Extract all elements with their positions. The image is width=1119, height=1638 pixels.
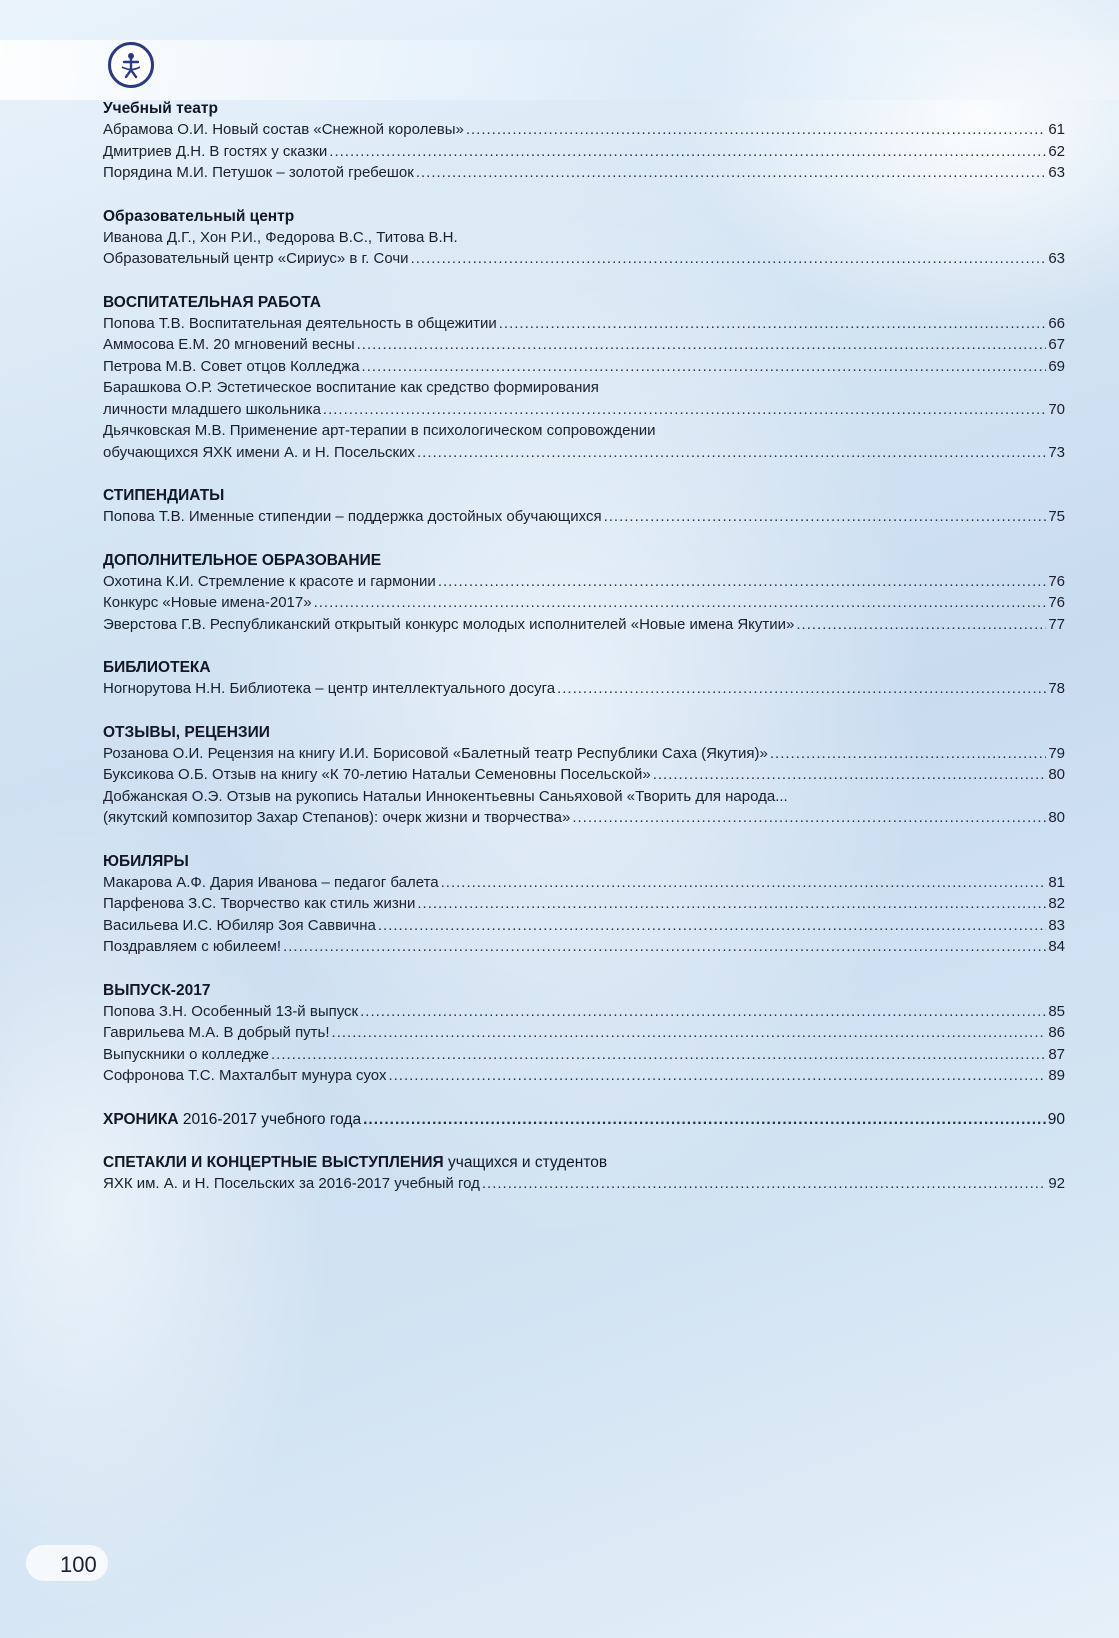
- entry-line: [103, 141, 1065, 163]
- section-heading-title: БИБЛИОТЕКА: [103, 659, 211, 676]
- section-heading: [103, 1109, 1065, 1130]
- toc-section: [103, 657, 1065, 700]
- section-heading: [103, 98, 1065, 119]
- page-ref: 92: [1048, 1174, 1065, 1192]
- page-ref: 75: [1048, 508, 1065, 525]
- entry-title: Порядина М.И. Петушок – золотой гребешок: [103, 164, 414, 181]
- section-heading-title: Учебный театр: [103, 100, 218, 117]
- entry-title: Абрамова О.И. Новый состав «Снежной королевы»: [103, 121, 464, 138]
- toc-entry: [103, 377, 1065, 420]
- toc-section: [103, 98, 1065, 184]
- section-heading-title: ОТЗЫВЫ, РЕЦЕНЗИИ: [103, 723, 270, 741]
- entry-line: [103, 248, 1065, 270]
- section-heading-tail: учащихся и студентов: [443, 1153, 608, 1171]
- page-ref: 63: [1048, 250, 1065, 267]
- toc-entry: [103, 872, 1065, 894]
- entry-text-line: Барашкова О.Р. Эстетическое воспитание как средство формирования: [103, 379, 599, 396]
- leader-dots: [417, 893, 1046, 915]
- page-ref: 78: [1048, 680, 1065, 697]
- entry-title: Попова Т.В. Воспитательная деятельность в общежитии: [103, 314, 497, 332]
- toc-section: [103, 1109, 1065, 1130]
- header-band: [0, 40, 1119, 100]
- toc-entry: [103, 119, 1065, 141]
- section-heading: [103, 657, 1065, 678]
- entry-title: Дмитриев Д.Н. В гостях у сказки: [103, 142, 328, 160]
- entry-title: Аммосова Е.М. 20 мгновений весны: [103, 336, 355, 353]
- leader-dots: [283, 936, 1046, 958]
- entry-title: обучающихся ЯХК имени А. и Н. Посельских: [103, 443, 415, 461]
- entry-line: [103, 893, 1065, 915]
- entry-text-line: Иванова Д.Г., Хон Р.И., Федорова В.С., Титова В.Н.: [103, 228, 458, 246]
- toc-entry: [103, 1065, 1065, 1087]
- toc-section: [103, 980, 1065, 1087]
- page-ref: 76: [1048, 572, 1065, 590]
- page-ref: 80: [1048, 809, 1065, 826]
- entry-title: Макарова А.Ф. Дария Иванова – педагог балета: [103, 873, 439, 891]
- toc-entry: [103, 227, 1065, 270]
- toc-entry: [103, 506, 1065, 528]
- entry-line: [103, 1173, 1065, 1195]
- entry-line: [103, 1022, 1065, 1044]
- section-heading-title: ДОПОЛНИТЕЛЬНОЕ ОБРАЗОВАНИЕ: [103, 551, 382, 569]
- entry-title: Образовательный центр «Сириус» в г. Сочи: [103, 250, 409, 267]
- toc-section: [103, 550, 1065, 636]
- entry-line: [103, 1065, 1065, 1087]
- toc-entry: [103, 743, 1065, 765]
- page-ref: 73: [1048, 443, 1065, 461]
- entry-title: Парфенова З.С. Творчество как стиль жизни: [103, 895, 416, 912]
- page-ref: 61: [1048, 121, 1065, 138]
- entry-line: [103, 614, 1065, 636]
- entry-line: [103, 678, 1065, 700]
- leader-dots: [796, 614, 1046, 636]
- section-heading-text: [103, 1109, 361, 1130]
- section-heading: [103, 550, 1065, 571]
- leader-dots: [770, 743, 1046, 765]
- entry-line: [103, 313, 1065, 335]
- entry-title: Выпускники о колледже: [103, 1045, 269, 1063]
- entry-title: Попова Т.В. Именные стипендии – поддержка достойных обучающихся: [103, 508, 602, 525]
- entry-line: [103, 334, 1065, 356]
- page-ref: 80: [1048, 766, 1065, 783]
- toc-entry: [103, 1173, 1065, 1195]
- section-heading-title: ЮБИЛЯРЫ: [103, 852, 189, 870]
- section-heading: [103, 722, 1065, 743]
- toc-entry: [103, 1001, 1065, 1023]
- entry-title: Конкурс «Новые имена-2017»: [103, 594, 312, 611]
- toc-section: [103, 1152, 1065, 1195]
- page-ref: 83: [1048, 916, 1065, 934]
- leader-dots: [653, 764, 1047, 786]
- entry-line: [103, 356, 1065, 378]
- entry-line: [103, 399, 1065, 421]
- page-ref: 69: [1048, 357, 1065, 375]
- section-heading-tail: 2016-2017 учебного года: [178, 1110, 362, 1128]
- toc-entry: [103, 893, 1065, 915]
- page-ref: 82: [1048, 895, 1065, 912]
- section-heading-title: ВОСПИТАТЕЛЬНАЯ РАБОТА: [103, 293, 321, 311]
- entry-line: [103, 442, 1065, 464]
- entry-line: [103, 119, 1065, 141]
- page-ref: 70: [1048, 400, 1065, 418]
- leader-dots: [360, 1001, 1046, 1023]
- entry-title: Буксикова О.Б. Отзыв на книгу «К 70-летию Натальи Семеновны Посельской»: [103, 766, 651, 783]
- toc-entry: [103, 162, 1065, 184]
- page-ref: 85: [1048, 1002, 1065, 1020]
- leader-dots: [271, 1044, 1046, 1066]
- page-ref: 63: [1048, 164, 1065, 181]
- leader-dots: [363, 1109, 1046, 1130]
- page-ref: 76: [1048, 594, 1065, 611]
- page-ref: 67: [1048, 336, 1065, 353]
- entry-line: [103, 592, 1065, 614]
- entry-title: Поздравляем с юбилеем!: [103, 938, 282, 955]
- entry-line: [103, 1044, 1065, 1066]
- leader-dots: [329, 141, 1046, 163]
- page-ref: 81: [1048, 873, 1065, 891]
- entry-title: Эверстова Г.В. Республиканский открытый конкурс молодых исполнителей «Новые имена Якутии»: [103, 615, 795, 633]
- page-number: 100: [60, 1552, 97, 1577]
- page-ref: 87: [1048, 1045, 1065, 1063]
- entry-title: ЯХК им. А. и Н. Посельских за 2016-2017 учебный год: [103, 1174, 480, 1192]
- entry-title: (якутский композитор Захар Степанов): очерк жизни и творчества»: [103, 809, 571, 826]
- entry-line: [103, 162, 1065, 184]
- section-heading-title: Образовательный центр: [103, 207, 295, 225]
- page-ref: 84: [1048, 938, 1065, 955]
- page-ref: 62: [1048, 142, 1065, 160]
- toc-entry: [103, 334, 1065, 356]
- toc-section: [103, 206, 1065, 270]
- entry-line: [103, 571, 1065, 593]
- toc-entry: [103, 678, 1065, 700]
- entry-title: Гаврильева М.А. В добрый путь!: [103, 1024, 330, 1041]
- entry-title: Розанова О.И. Рецензия на книгу И.И. Борисовой «Балетный театр Республики Саха (Якутия)»: [103, 744, 768, 762]
- entry-line: [103, 872, 1065, 894]
- toc-entry: [103, 1022, 1065, 1044]
- entry-line: [103, 1001, 1065, 1023]
- leader-dots: [416, 162, 1046, 184]
- toc-entry: [103, 915, 1065, 937]
- section-heading-title: ВЫПУСК-2017: [103, 981, 211, 999]
- leader-dots: [499, 313, 1047, 335]
- entry-text-line: Дьячковская М.В. Применение арт-терапии в психологическом сопровождении: [103, 422, 656, 439]
- leader-dots: [357, 334, 1047, 356]
- page-ref: 77: [1048, 615, 1065, 633]
- entry-title: Попова З.Н. Особенный 13-й выпуск: [103, 1002, 359, 1020]
- entry-line: [103, 915, 1065, 937]
- section-heading: [103, 206, 1065, 227]
- leader-dots: [362, 356, 1047, 378]
- toc-entry: [103, 141, 1065, 163]
- entry-title: Васильева И.С. Юбиляр Зоя Саввична: [103, 916, 376, 934]
- page-ref: 89: [1048, 1067, 1065, 1084]
- page-ref: 86: [1048, 1024, 1065, 1041]
- entry-title: Ногнорутова Н.Н. Библиотека – центр интеллектуального досуга: [103, 680, 556, 697]
- leader-dots: [323, 399, 1046, 421]
- toc-entry: [103, 764, 1065, 786]
- leader-dots: [557, 678, 1046, 700]
- leader-dots: [572, 807, 1046, 829]
- leader-dots: [466, 119, 1046, 141]
- entry-title: Охотина К.И. Стремление к красоте и гармонии: [103, 572, 436, 590]
- entry-line: [103, 743, 1065, 765]
- leader-dots: [388, 1065, 1046, 1087]
- leader-dots: [417, 442, 1046, 464]
- toc-entry: [103, 936, 1065, 958]
- toc-section: [103, 722, 1065, 829]
- toc-entry: [103, 356, 1065, 378]
- section-heading-title: ХРОНИКА: [103, 1110, 179, 1128]
- leader-dots: [332, 1022, 1047, 1044]
- entry-line: [103, 506, 1065, 528]
- toc-section: [103, 292, 1065, 464]
- toc-entry: [103, 571, 1065, 593]
- table-of-contents: [103, 98, 1065, 1216]
- toc-section: [103, 485, 1065, 528]
- entry-title: Петрова М.В. Совет отцов Колледжа: [103, 357, 360, 375]
- page-ref: 90: [1047, 1110, 1065, 1128]
- entry-line: [103, 936, 1065, 958]
- section-heading-title: СТИПЕНДИАТЫ: [103, 487, 225, 504]
- toc-entry: [103, 614, 1065, 636]
- entry-text-line: Добжанская О.Э. Отзыв на рукопись Натальи Иннокентьевны Саньяховой «Творить для народа...: [103, 787, 788, 805]
- section-heading: [103, 980, 1065, 1001]
- leader-dots: [482, 1173, 1046, 1195]
- section-heading: [103, 1152, 1065, 1173]
- leader-dots: [441, 872, 1047, 894]
- toc-entry: [103, 420, 1065, 463]
- toc-entry: [103, 313, 1065, 335]
- toc-entry: [103, 592, 1065, 614]
- college-logo: [108, 42, 154, 88]
- entry-line: [103, 807, 1065, 829]
- page-ref: 66: [1048, 314, 1065, 332]
- entry-line: [103, 764, 1065, 786]
- section-heading: [103, 292, 1065, 313]
- leader-dots: [314, 592, 1047, 614]
- entry-title: личности младшего школьника: [103, 400, 321, 418]
- toc-section: [103, 851, 1065, 958]
- ballet-dancer-icon: [116, 50, 146, 80]
- toc-entry: [103, 786, 1065, 829]
- section-heading: [103, 851, 1065, 872]
- leader-dots: [438, 571, 1047, 593]
- entry-title: Софронова Т.С. Махталбыт мунура суох: [103, 1067, 387, 1084]
- leader-dots: [604, 506, 1047, 528]
- toc-entry: [103, 1044, 1065, 1066]
- section-heading-title: СПЕТАКЛИ И КОНЦЕРТНЫЕ ВЫСТУПЛЕНИЯ: [103, 1153, 444, 1171]
- leader-dots: [378, 915, 1046, 937]
- leader-dots: [411, 248, 1047, 270]
- page-ref: 79: [1048, 744, 1065, 762]
- section-heading: [103, 485, 1065, 506]
